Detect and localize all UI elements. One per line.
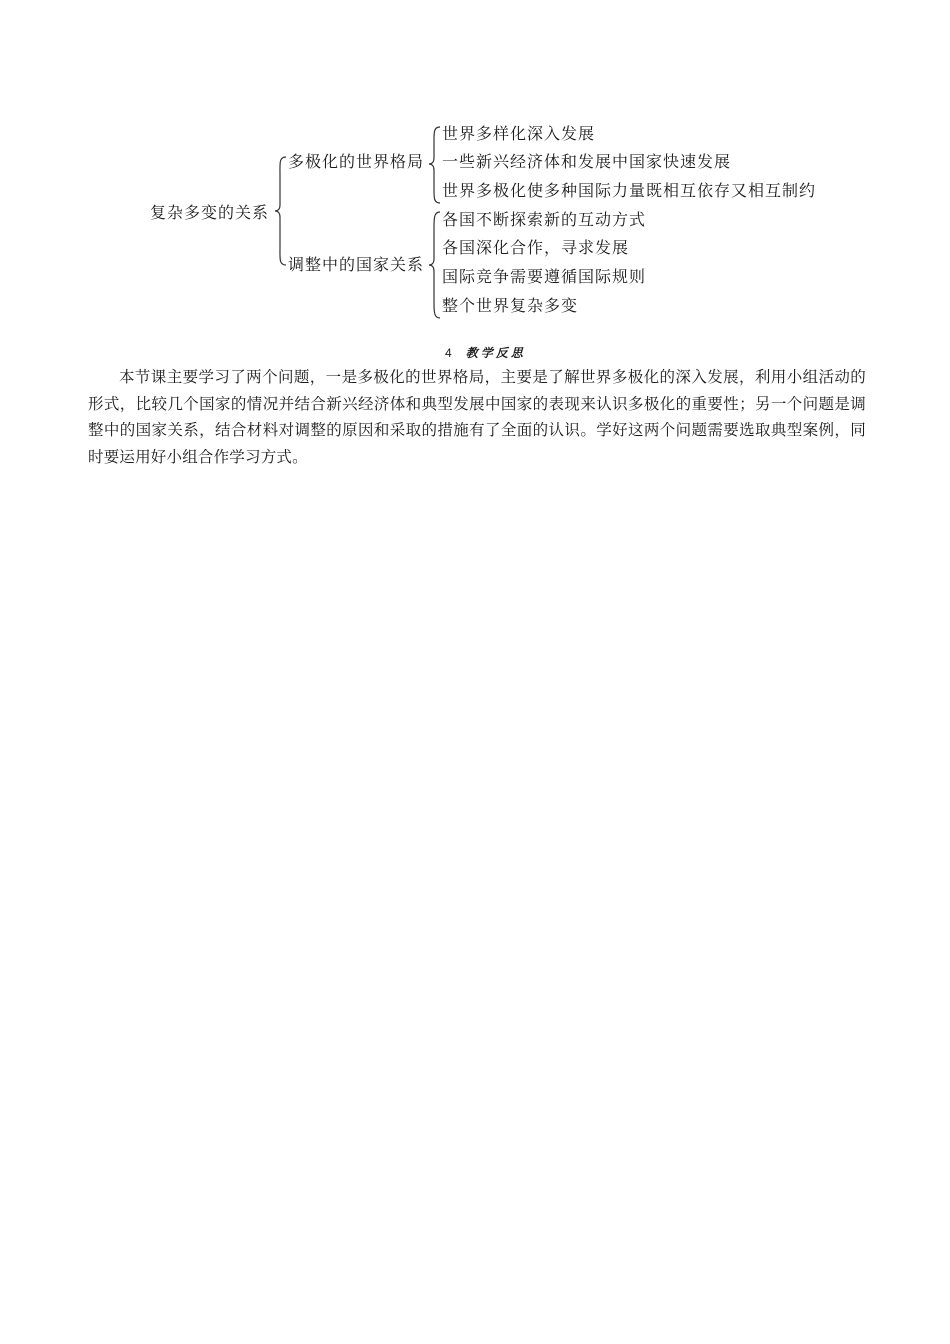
tree-item: 各国深化合作，寻求发展 (442, 238, 630, 257)
section-number: 4 (445, 346, 452, 360)
tree-item: 国际竞争需要遵循国际规则 (442, 267, 647, 286)
reflection-paragraph: 本节课主要学习了两个问题，一是多极化的世界格局，主要是了解世界多极化的深入发展，利用小组活动的形式，比较几个国家的情况并结合新兴经济体和典型发展中国家的表现来认识多极化的重要性；另一个问题是调整中的国家关系，结合材料对调整的原因和采取的措施有了全面的认识。学好这两个问题需要选取典型案例，同时要运用好小组合作学习方式。 (88, 369, 866, 466)
branch-brace-multipolar (428, 125, 442, 205)
tree-item: 各国不断探索新的互动方式 (442, 210, 647, 229)
root-brace (274, 155, 288, 267)
branch-brace-relations (428, 210, 442, 320)
tree-item: 世界多样化深入发展 (442, 124, 596, 143)
tree-root: 复杂多变的关系 (150, 203, 270, 222)
section-heading (445, 344, 526, 361)
tree-item: 世界多极化使多种国际力量既相互依存又相互制约 (442, 181, 817, 200)
branch-label-relations: 调整中的国家关系 (288, 255, 425, 274)
tree-item: 一些新兴经济体和发展中国家快速发展 (442, 152, 732, 171)
section-title: 教学反思 (465, 346, 526, 360)
tree-item: 整个世界复杂多变 (442, 296, 579, 315)
branch-label-multipolar: 多极化的世界格局 (288, 152, 425, 171)
